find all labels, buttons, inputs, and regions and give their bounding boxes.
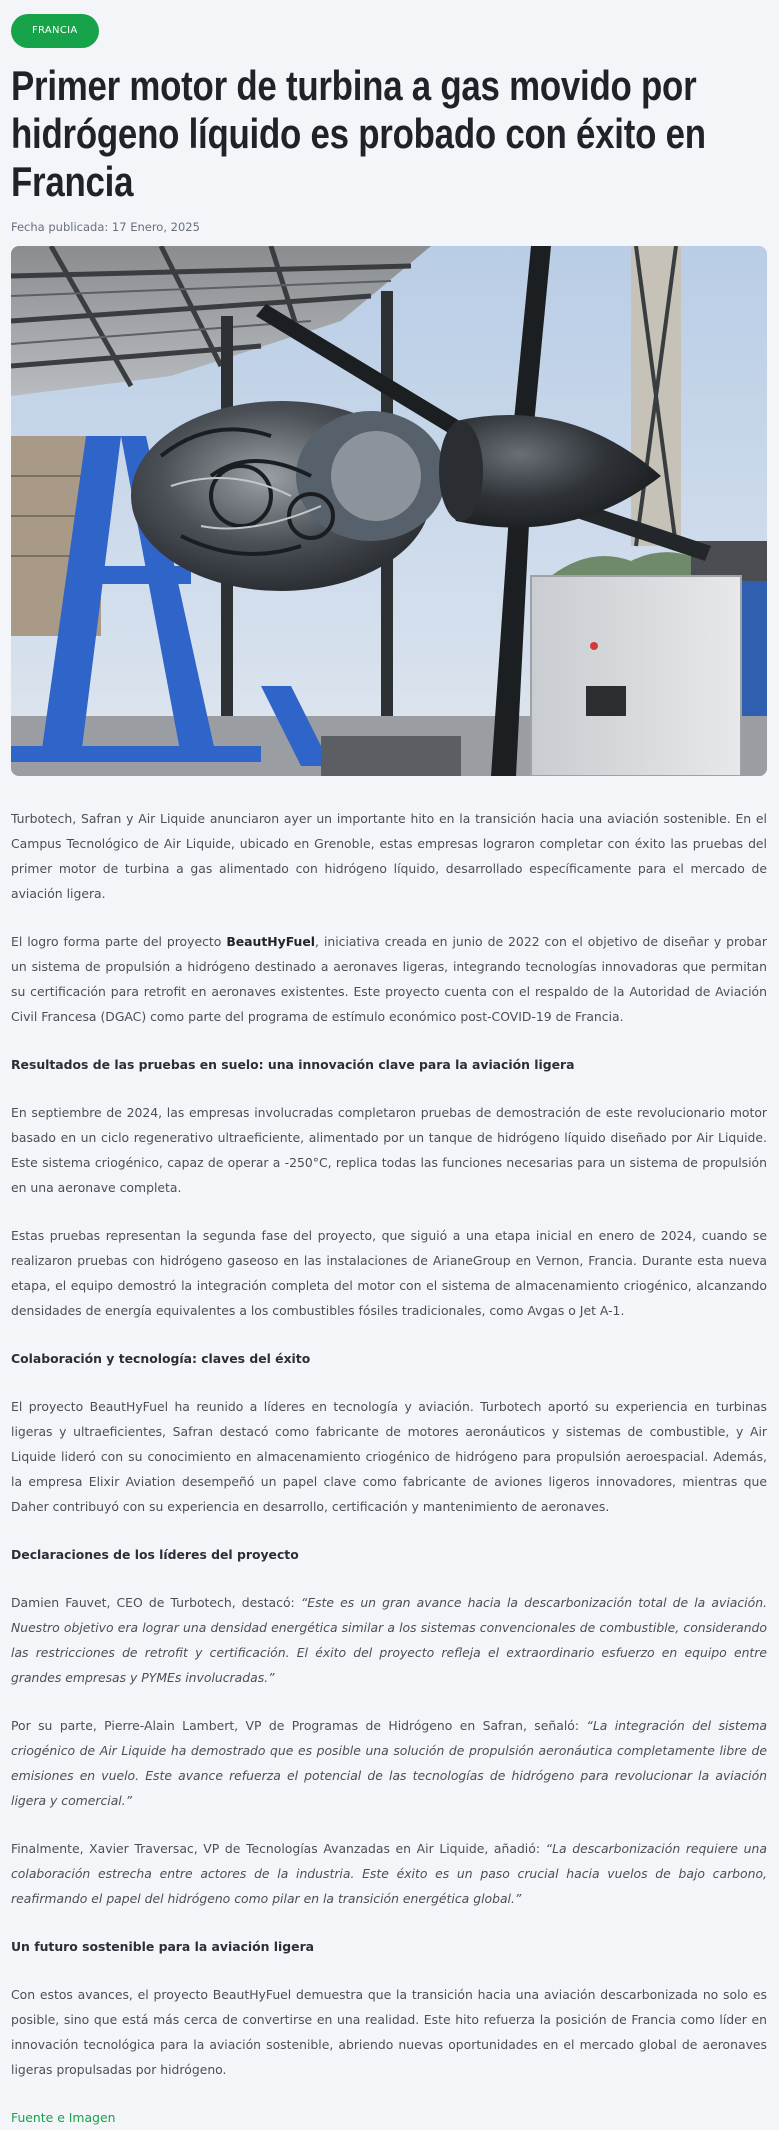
paragraph-intro: Turbotech, Safran y Air Liquide anunciaron ayer un importante hito en la transición hacia una aviación sostenible. En el Campus Tecnológico de Air Liquide, ubicado en Grenoble, estas empresas lograron completar con éxito las pruebas del primer motor de turbina a gas alimentado con hidrógeno líquido, desarrollado específicamente para el mercado de aviación ligera.: [11, 811, 767, 901]
paragraph-collaboration: El proyecto BeautHyFuel ha reunido a líderes en tecnología y aviación. Turbotech aportó su experiencia en turbinas ligeras y ultraeficientes, Safran destacó como fabricante de motores aeronáuticos y sistemas de combustible, y Air Liquide lideró con su conocimiento en almacenamiento criogénico de hidrógeno para propulsión aeroespacial. Además, la empresa Elixir Aviation desempeñó un papel clave como fabricante de aviones ligeros innovadores, mientras que Daher contribuyó con su experiencia en desarrollo, certificación y mantenimiento de aeronaves.: [11, 1399, 767, 1514]
paragraph-quote-turbotech: [11, 1590, 767, 1690]
quote-attribution: Finalmente, Xavier Traversac, VP de Tecnologías Avanzadas en Air Liquide, añadió:: [11, 1841, 546, 1856]
section-heading-statements: Declaraciones de los líderes del proyecto: [11, 1547, 299, 1562]
project-name-bold: BeautHyFuel: [226, 934, 316, 949]
quote-text: “La integración del sistema criogénico de Air Liquide ha demostrado que es posible una solución de propulsión aeronáutica completamente libre de emisiones en vuelo. Este avance refuerza el potencial de las tecnologías de hidrógeno para revolucionar la aviación ligera y comercial.”: [11, 1718, 767, 1808]
category-badge[interactable]: FRANCIA: [11, 14, 99, 48]
paragraph-phase: Estas pruebas representan la segunda fase del proyecto, que siguió a una etapa inicial en enero de 2024, cuando se realizaron pruebas con hidrógeno gaseoso en las instalaciones de ArianeGroup en Vernon, Francia. Durante esta nueva etapa, el equipo demostró la integración completa del motor con el sistema de almacenamiento criogénico, alcanzando densidades de energía equivalentes a los combustibles fósiles tradicionales, como Avgas o Jet A-1.: [11, 1228, 767, 1318]
section-heading-results: Resultados de las pruebas en suelo: una innovación clave para la aviación ligera: [11, 1057, 575, 1072]
quote-text: “La descarbonización requiere una colaboración estrecha entre actores de la industria. Este éxito es un paso crucial hacia vuelos de bajo carbono, reafirmando el papel del hidrógeno como pilar en la transición energética global.”: [11, 1841, 767, 1906]
section-heading-collaboration: Colaboración y tecnología: claves del éxito: [11, 1351, 311, 1366]
article-container: [11, 14, 767, 2130]
quote-attribution: Por su parte, Pierre-Alain Lambert, VP de Programas de Hidrógeno en Safran, señaló:: [11, 1718, 587, 1733]
quote-attribution: Damien Fauvet, CEO de Turbotech, destacó:: [11, 1595, 301, 1610]
article-title: Primer motor de turbina a gas movido por hidrógeno líquido es probado con éxito en Francia: [11, 62, 706, 205]
publish-date: Fecha publicada: 17 Enero, 2025: [11, 220, 200, 234]
paragraph-project: [11, 929, 767, 1029]
paragraph-tests: En septiembre de 2024, las empresas involucradas completaron pruebas de demostración de este revolucionario motor basado en un ciclo regenerativo ultraeficiente, alimentado por un tanque de hidrógeno líquido diseñado por Air Liquide. Este sistema criogénico, capaz de operar a -250°C, replica todas las funciones necesarias para un sistema de propulsión en una aeronave completa.: [11, 1105, 767, 1195]
article-body: [11, 806, 767, 2130]
source-link[interactable]: Fuente e Imagen: [11, 2110, 116, 2125]
paragraph-text: El logro forma parte del proyecto: [11, 934, 227, 949]
paragraph-conclusion: Con estos avances, el proyecto BeautHyFuel demuestra que la transición hacia una aviación descarbonizada no solo es posible, sino que está más cerca de convertirse en una realidad. Este hito refuerza la posición de Francia como líder en innovación tecnológica para la aviación sostenible, abriendo nuevas oportunidades en el mercado global de aeronaves ligeras propulsadas por hidrógeno.: [11, 1987, 767, 2077]
quote-text: “Este es un gran avance hacia la descarbonización total de la aviación. Nuestro objetivo era lograr una densidad energética similar a los sistemas convencionales de combustible, considerando las restricciones de retrofit y certificación. El éxito del proyecto refleja el extraordinario esfuerzo en equipo entre grandes empresas y PYMEs involucradas.”: [11, 1595, 767, 1685]
paragraph-quote-airliquide: [11, 1836, 767, 1911]
paragraph-text: , iniciativa creada en junio de 2022 con el objetivo de diseñar y probar un sistema de propulsión a hidrógeno destinado a aeronaves ligeras, integrando tecnologías innovadoras que permitan su certificación para retrofit en aeronaves existentes. Este proyecto cuenta con el respaldo de la Autoridad de Aviación Civil Francesa (DGAC) como parte del programa de estímulo económico post-COVID-19 de Francia.: [11, 934, 767, 1024]
paragraph-quote-safran: [11, 1713, 767, 1813]
hero-image-engine-test: [11, 246, 767, 776]
section-heading-future: Un futuro sostenible para la aviación ligera: [11, 1939, 315, 1954]
